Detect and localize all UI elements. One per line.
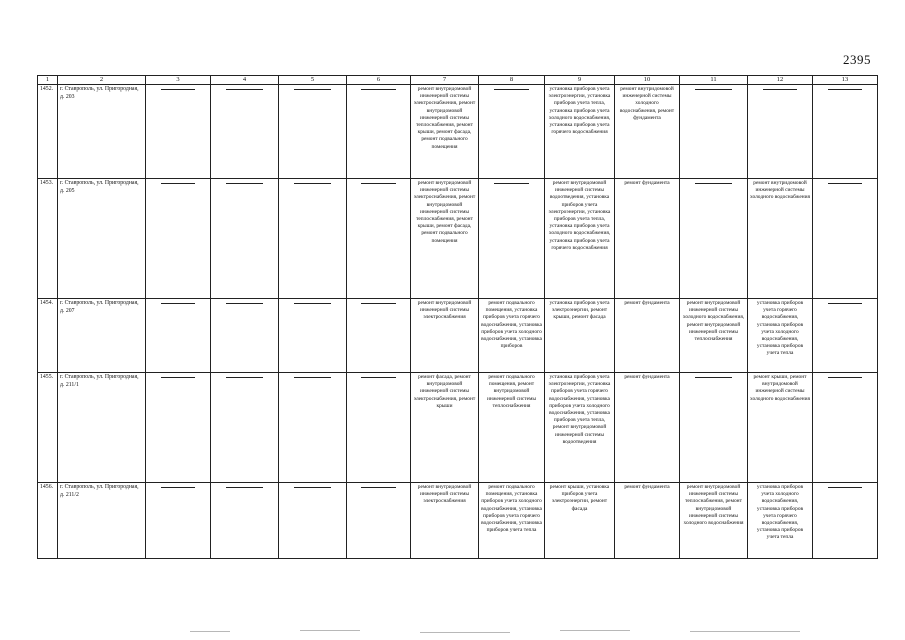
dash-mark [828,183,863,184]
dash-mark [828,89,863,90]
empty-cell [146,299,211,373]
work-cell: установка приборов учета электроэнергии, установка приборов учета горячего водоснабжения, установка приборов учета холодного водоснабжения, установка приборов учета тепла, ремонт внутридомовой инженерной системы водоотведения [545,373,615,483]
empty-cell [146,85,211,179]
empty-cell [279,483,347,559]
table-row [38,299,878,373]
empty-cell [211,179,279,299]
work-cell: ремонт внутридомовой инженерной системы водоотведения, установка приборов учета электроэнергии, установка приборов учета тепла, установка приборов учета холодного водоснабжения, установка приборов учета горячего водоснабжения [545,179,615,299]
dash-mark [294,487,331,488]
dash-mark [763,89,798,90]
work-cell: ремонт внутридомовой инженерной системы холодного водоснабжения, ремонт фундамента [615,85,680,179]
column-header: 8 [479,76,545,85]
dash-mark [294,377,331,378]
work-cell: установка приборов учета электроэнергии, ремонт крыши, ремонт фасада [545,299,615,373]
row-address: г. Ставрополь, ул. Пригородная, д. 203 [58,85,146,179]
dash-mark [161,89,196,90]
row-number: 1455. [38,373,58,483]
empty-cell [813,483,878,559]
dash-mark [226,487,263,488]
empty-cell [211,85,279,179]
empty-cell [347,299,411,373]
dash-mark [695,183,732,184]
work-cell: ремонт крыши, ремонт внутридомовой инженерной системы холодного водоснабжения [748,373,813,483]
table-row [38,179,878,299]
empty-cell [347,483,411,559]
work-cell: ремонт внутридомовой инженерной системы электроснабжения [411,299,479,373]
empty-cell [813,373,878,483]
dash-mark [226,377,263,378]
table-row [38,483,878,559]
empty-cell [211,299,279,373]
row-number: 1454. [38,299,58,373]
empty-cell [680,85,748,179]
work-cell: ремонт фундамента [615,179,680,299]
dash-mark [361,487,395,488]
empty-cell [211,373,279,483]
empty-cell [813,85,878,179]
empty-cell [279,179,347,299]
scan-mark [560,630,630,631]
empty-cell [680,179,748,299]
work-cell: ремонт внутридомовой инженерной системы холодного водоснабжения [748,179,813,299]
empty-cell [347,179,411,299]
work-cell: ремонт внутридомовой инженерной системы электроснабжения, ремонт внутридомовой инженерной системы теплоснабжения, ремонт крыши, ремонт фасада, ремонт подвального помещения [411,85,479,179]
column-header: 12 [748,76,813,85]
column-header: 6 [347,76,411,85]
dash-mark [161,183,196,184]
column-header: 10 [615,76,680,85]
row-address: г. Ставрополь, ул. Пригородная, д. 211/1 [58,373,146,483]
dash-mark [695,377,732,378]
empty-cell [813,179,878,299]
row-number: 1456. [38,483,58,559]
empty-cell [146,179,211,299]
work-cell: ремонт подвального помещения, ремонт внутридомовой инженерной системы теплоснабжения [479,373,545,483]
work-cell: ремонт фасада, ремонт внутридомовой инженерной системы электроснабжения, ремонт крыши [411,373,479,483]
page-number: 2395 [843,52,871,67]
column-number-row [38,76,878,85]
column-header: 1 [38,76,58,85]
dash-mark [361,183,395,184]
dash-mark [226,89,263,90]
row-number: 1453. [38,179,58,299]
scan-mark [420,632,510,633]
empty-cell [479,179,545,299]
empty-cell [211,483,279,559]
work-cell: ремонт фундамента [615,373,680,483]
dash-mark [828,303,863,304]
empty-cell [279,85,347,179]
work-cell: ремонт внутридомовой инженерной системы электроснабжения [411,483,479,559]
empty-cell [347,85,411,179]
table-row [38,85,878,179]
work-cell: ремонт внутридомовой инженерной системы теплоснабжения, ремонт внутридомовой инженерной системы холодного водоснабжения [680,483,748,559]
work-cell: ремонт внутридомовой инженерной системы холодного водоснабжения, ремонт внутридомовой инженерной системы теплоснабжения [680,299,748,373]
dash-mark [161,377,196,378]
row-address: г. Ставрополь, ул. Пригородная, д. 207 [58,299,146,373]
dash-mark [226,183,263,184]
repair-schedule-table [37,75,878,559]
empty-cell [279,299,347,373]
row-address: г. Ставрополь, ул. Пригородная, д. 205 [58,179,146,299]
work-cell: установка приборов учета электроэнергии, установка приборов учета тепла, установка приборов учета холодного водоснабжения, установка приборов учета горячего водоснабжения [545,85,615,179]
dash-mark [161,303,196,304]
column-header: 5 [279,76,347,85]
dash-mark [294,303,331,304]
dash-mark [494,89,529,90]
work-cell: установка приборов учета холодного водоснабжения, установка приборов учета горячего водоснабжения, установка приборов учета тепла [748,483,813,559]
work-cell: ремонт фундамента [615,299,680,373]
scan-mark [300,630,360,631]
dash-mark [361,89,395,90]
work-cell: ремонт крыши, установка приборов учета электроэнергии, ремонт фасада [545,483,615,559]
scan-mark [690,631,800,632]
dash-mark [226,303,263,304]
table-row [38,373,878,483]
empty-cell [813,299,878,373]
dash-mark [828,487,863,488]
dash-mark [361,303,395,304]
empty-cell [146,483,211,559]
dash-mark [494,183,529,184]
column-header: 3 [146,76,211,85]
dash-mark [294,183,331,184]
row-number: 1452. [38,85,58,179]
dash-mark [294,89,331,90]
column-header: 9 [545,76,615,85]
column-header: 13 [813,76,878,85]
empty-cell [146,373,211,483]
column-header: 7 [411,76,479,85]
empty-cell [279,373,347,483]
work-cell: ремонт внутридомовой инженерной системы электроснабжения, ремонт внутридомовой инженерной системы теплоснабжения, ремонт крыши, ремонт фасада, ремонт подвального помещения [411,179,479,299]
column-header: 11 [680,76,748,85]
dash-mark [695,89,732,90]
empty-cell [479,85,545,179]
empty-cell [347,373,411,483]
empty-cell [748,85,813,179]
scan-mark [190,631,230,632]
column-header: 4 [211,76,279,85]
column-header: 2 [58,76,146,85]
dash-mark [161,487,196,488]
work-cell: установка приборов учета горячего водоснабжения, установка приборов учета холодного водоснабжения, установка приборов учета тепла [748,299,813,373]
row-address: г. Ставрополь, ул. Пригородная, д. 211/2 [58,483,146,559]
dash-mark [361,377,395,378]
empty-cell [680,373,748,483]
scan-artifacts [0,628,905,638]
dash-mark [828,377,863,378]
work-cell: ремонт подвального помещения, установка приборов учета холодного водоснабжения, установка приборов учета горячего водоснабжения, установка приборов учета тепла [479,483,545,559]
work-cell: ремонт фундамента [615,483,680,559]
work-cell: ремонт подвального помещения, установка приборов учета горячего водоснабжения, установка приборов учета холодного водоснабжения, установка приборов [479,299,545,373]
